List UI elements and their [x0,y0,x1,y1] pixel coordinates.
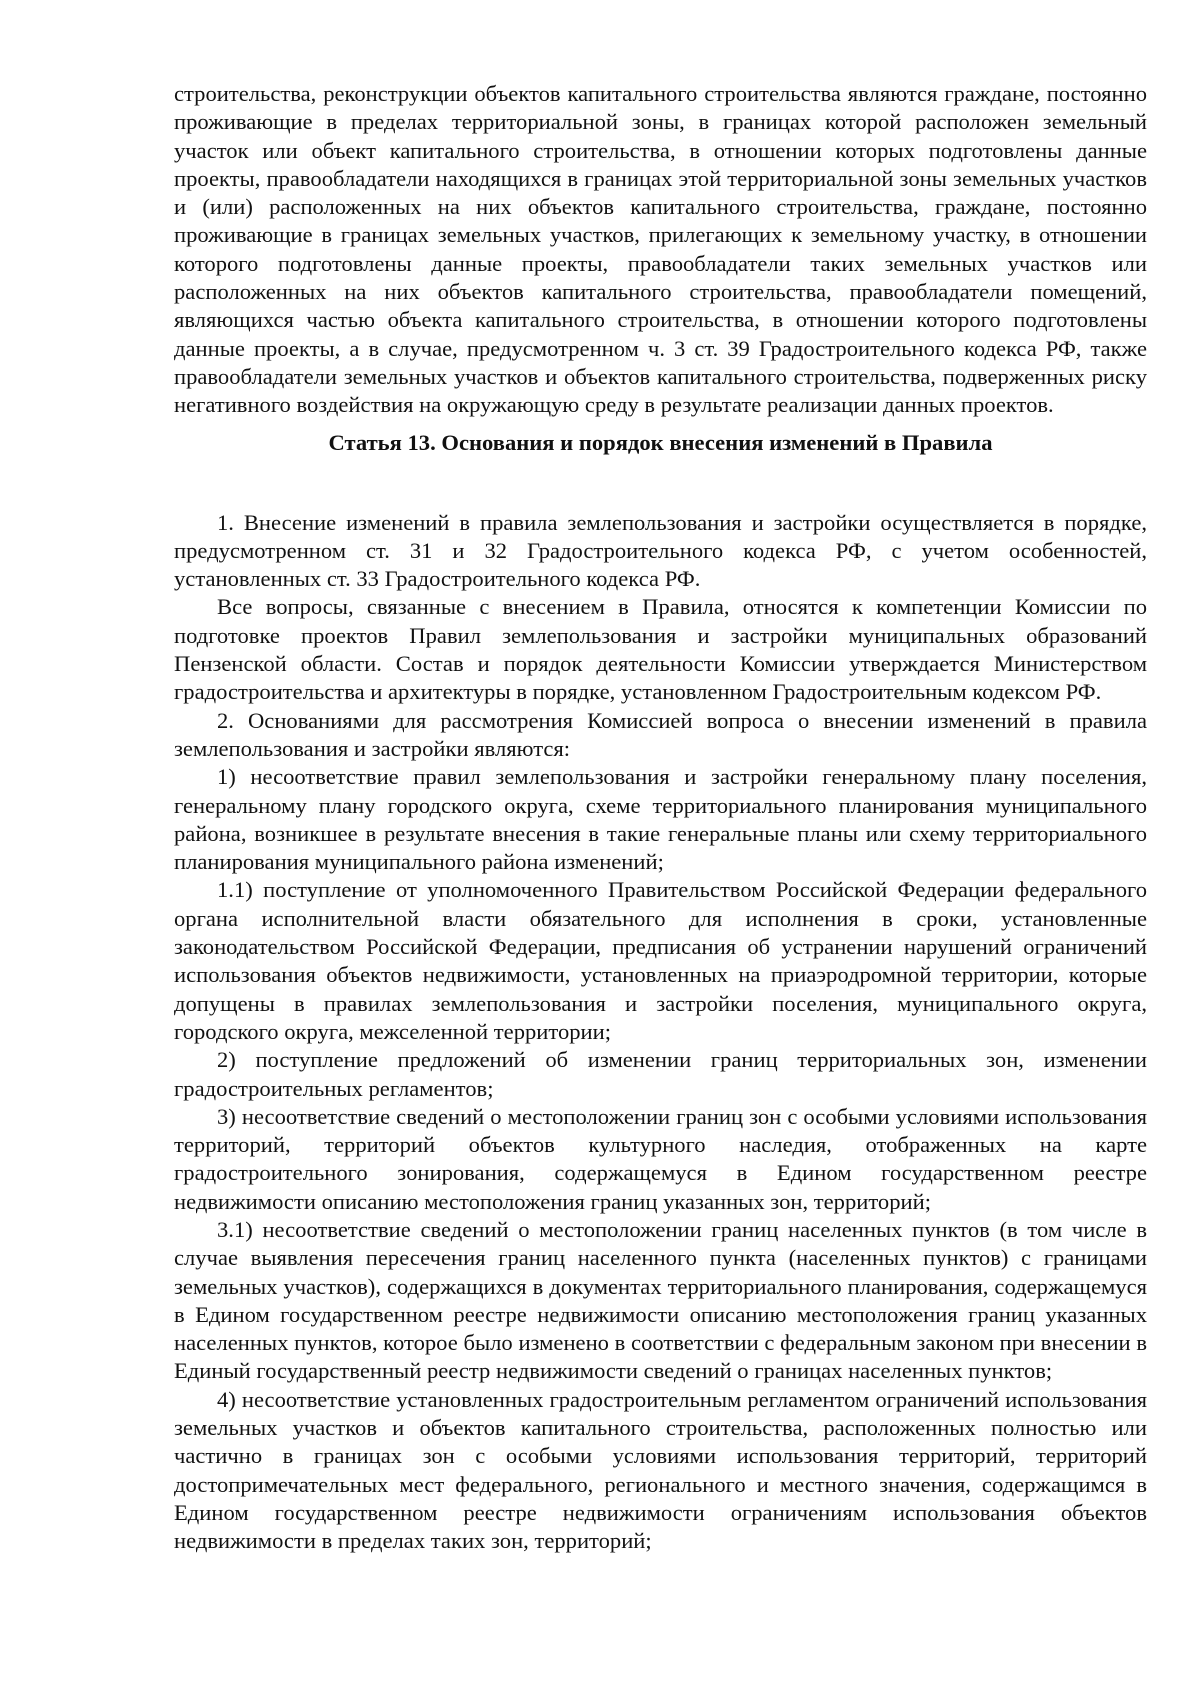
paragraph-commission: Все вопросы, связанные с внесением в Правила, относятся к компетенции Комиссии по подготовке проектов Правил землепользования и застройки муниципальных образований Пензенской области. Состав и порядок деятельности Комиссии утверждается Министерством градостроительства и архитектуры в порядке, установленном Градостроительным кодексом РФ. [174,594,1147,705]
article-heading: Статья 13. Основания и порядок внесения изменений в Правила [328,429,993,455]
heading-spacer [174,457,1147,509]
paragraph-1: 1. Внесение изменений в правила землепользования и застройки осуществляется в порядке, предусмотренном ст. 31 и 32 Градостроительного кодекса РФ, с учетом особенностей, установленных ст. 33 Градостроительного кодекса РФ. [174,509,1147,592]
lead-paragraph: строительства, реконструкции объектов капитального строительства являются граждане, постоянно проживающие в пределах территориальной зоны, в границах которой расположен земельный участок или объект капитального строительства, в отношении которых подготовлены данные проекты, правообладатели находящихся в границах этой территориальной зоны земельных участков и (или) расположенных на них объектов капитального строительства, граждане, постоянно проживающие в границах земельных участков, прилегающих к земельному участку, в отношении которого подготовлены данные проекты, правообладатели таких земельных участков или расположенных на них объектов капитального строительства, правообладатели помещений, являющихся частью объекта капитального строительства, в отношении которого подготовлены данные проекты, а в случае, предусмотренном ч. 3 ст. 39 Градостроительного кодекса РФ, также правообладатели земельных участков и объектов капитального строительства, подверженных риску негативного воздействия на окружающую среду в результате реализации данных проектов. [174,81,1147,418]
list-item-2: 2) поступление предложений об изменении границ территориальных зон, изменении градостроительных регламентов; [174,1047,1147,1101]
list-item-1-1: 1.1) поступление от уполномоченного Правительством Российской Федерации федерального органа исполнительной власти обязательного для исполнения в сроки, установленные законодательством Российской Федерации, предписания об устранении нарушений ограничений использования объектов недвижимости, установленных на приаэродромной территории, которые допущены в правилах землепользования и застройки поселения, муниципального округа, городского округа, межселенной территории; [174,877,1147,1044]
list-item-1: 1) несоответствие правил землепользования и застройки генеральному плану поселения, генеральному плану городского округа, схеме территориального планирования муниципального района, возникшее в результате внесения в такие генеральные планы или схему территориального планирования муниципального района изменений; [174,764,1147,875]
paragraph-2: 2. Основаниями для рассмотрения Комиссией вопроса о внесении изменений в правила землепользования и застройки являются: [174,707,1147,761]
list-item-3: 3) несоответствие сведений о местоположении границ зон с особыми условиями использования территорий, территорий объектов культурного наследия, отображенных на карте градостроительного зонирования, содержащемуся в Едином государственном реестре недвижимости описанию местоположения границ указанных зон, территорий; [174,1103,1147,1214]
list-item-3-1: 3.1) несоответствие сведений о местоположении границ населенных пунктов (в том числе в случае выявления пересечения границ населенного пункта (населенных пунктов) с границами земельных участков), содержащихся в документах территориального планирования, содержащемуся в Едином государственном реестре недвижимости описанию местоположения границ указанных населенных пунктов, которое было изменено в соответствии с федеральным законом при внесении в Единый государственный реестр недвижимости сведений о границах населенных пунктов; [174,1216,1147,1384]
list-item-4: 4) несоответствие установленных градостроительным регламентом ограничений использования земельных участков и объектов капитального строительства, расположенных полностью или частично в границах зон с особыми условиями использования территорий, территорий достопримечательных мест федерального, регионального и местного значения, содержащимся в Едином государственном реестре недвижимости ограничениям использования объектов недвижимости в пределах таких зон, территорий; [174,1386,1147,1554]
document-body [174,80,1147,1556]
